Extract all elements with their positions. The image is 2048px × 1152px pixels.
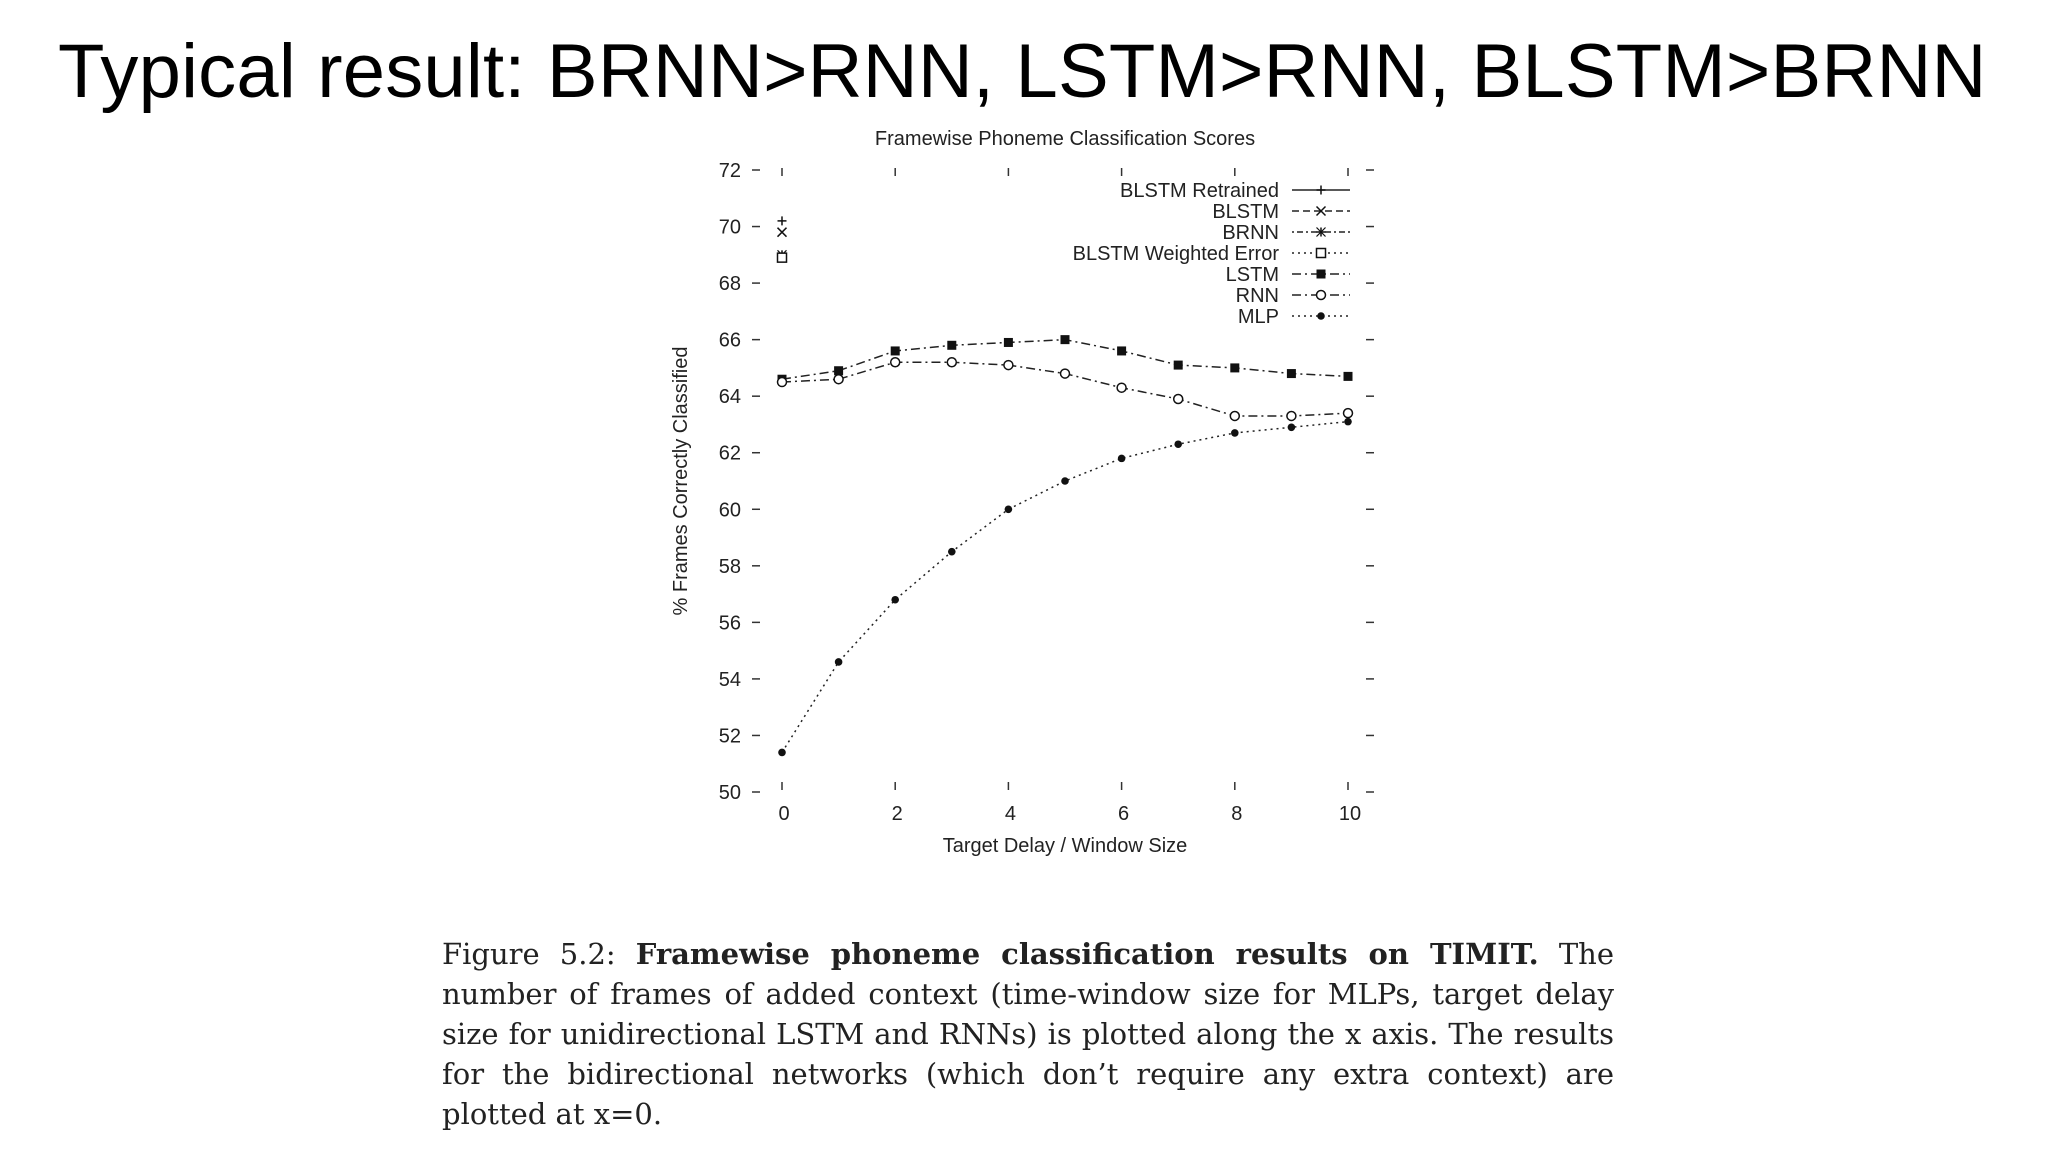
y-tick-label: 58 [718,555,741,578]
legend-label-mlp: MLP [1237,306,1279,328]
y-tick-label: 62 [718,442,741,465]
data-point-mlp [835,658,843,666]
legend-marker-blstm-retrained [1317,186,1326,195]
data-point-lstm [947,341,956,350]
data-point-rnn [1061,369,1070,378]
data-point-mlp [1288,423,1296,431]
x-tick-label: 4 [1004,803,1016,825]
data-point-mlp [1061,477,1069,485]
data-point-mlp [1118,455,1126,463]
legend-marker-brnn [1317,228,1326,237]
data-point-lstm [1230,363,1239,372]
data-point-lstm [1004,338,1013,347]
figure-caption [442,934,1614,1134]
y-tick-label: 54 [718,668,741,691]
data-point-lstm [891,346,900,355]
data-point-mlp [778,749,786,757]
data-point-lstm [1287,369,1296,378]
data-point-mlp [1231,429,1239,437]
data-point-mlp [1005,505,1013,513]
data-point-lstm [1117,346,1126,355]
data-point-mlp [948,548,956,556]
legend-marker-rnn [1317,291,1326,300]
data-point-rnn [778,378,787,387]
data-point-lstm [1061,335,1070,344]
caption-body: The number of frames of added context (time-window size for MLPs, target delay size for unidirectional LSTM and RNNs) is plotted along the x axis. The results for the bidirectional networks (which don’t require any extra context) are plotted at x=0. [442,937,1614,1131]
y-axis-label: % Frames Correctly Classified [670,346,692,616]
data-point-mlp [1174,440,1182,448]
legend-label-brnn: BRNN [1222,222,1279,244]
x-tick-label: 8 [1231,803,1243,825]
legend-marker-blstm-weighted-error [1317,249,1326,258]
y-tick-label: 66 [718,329,741,352]
data-point-blstm-weighted-error [778,253,787,262]
data-point-rnn [1344,409,1353,418]
caption-figure-label: Figure 5.2: [442,937,616,971]
data-point-rnn [1004,361,1013,370]
legend-label-blstm-retrained: BLSTM Retrained [1120,180,1279,202]
x-tick-label: 10 [1338,803,1362,825]
data-point-rnn [1117,383,1126,392]
x-axis-label: Target Delay / Window Size [942,835,1188,857]
data-point-lstm [834,366,843,375]
y-tick-label: 50 [718,782,741,804]
x-tick-label: 0 [778,803,790,825]
legend-label-blstm: BLSTM [1212,201,1279,223]
data-point-rnn [891,358,900,367]
y-tick-label: 70 [718,216,741,239]
x-tick-label: 2 [891,803,903,825]
slide-title: Typical result: BRNN>RNN, LSTM>RNN, BLSTM>BRNN [58,29,1987,114]
data-point-lstm [1344,372,1353,381]
data-point-blstm-retrained [778,216,787,225]
legend-label-rnn: RNN [1235,285,1279,307]
y-tick-label: 72 [718,160,741,182]
data-point-rnn [834,375,843,384]
data-point-rnn [1287,411,1296,420]
legend-marker-mlp [1317,312,1325,320]
data-point-blstm [778,228,787,237]
legend-label-lstm: LSTM [1225,264,1279,286]
y-tick-label: 56 [718,612,741,635]
y-tick-label: 60 [718,499,741,522]
y-tick-label: 64 [718,386,741,409]
y-tick-label: 68 [718,273,741,296]
data-point-rnn [1230,411,1239,420]
y-tick-label: 52 [718,725,741,748]
legend-label-blstm-weighted-error: BLSTM Weighted Error [1072,243,1279,265]
data-point-rnn [1174,395,1183,404]
data-point-mlp [1344,418,1352,426]
data-point-mlp [891,596,899,604]
x-tick-label: 6 [1118,803,1130,825]
caption-bold-lead: Framewise phoneme classification results on TIMIT. [635,937,1539,971]
series-line-mlp [782,422,1348,753]
data-point-rnn [947,358,956,367]
data-point-lstm [1174,361,1183,370]
legend-marker-lstm [1317,270,1326,279]
chart-title: Framewise Phoneme Classification Scores [874,128,1256,150]
